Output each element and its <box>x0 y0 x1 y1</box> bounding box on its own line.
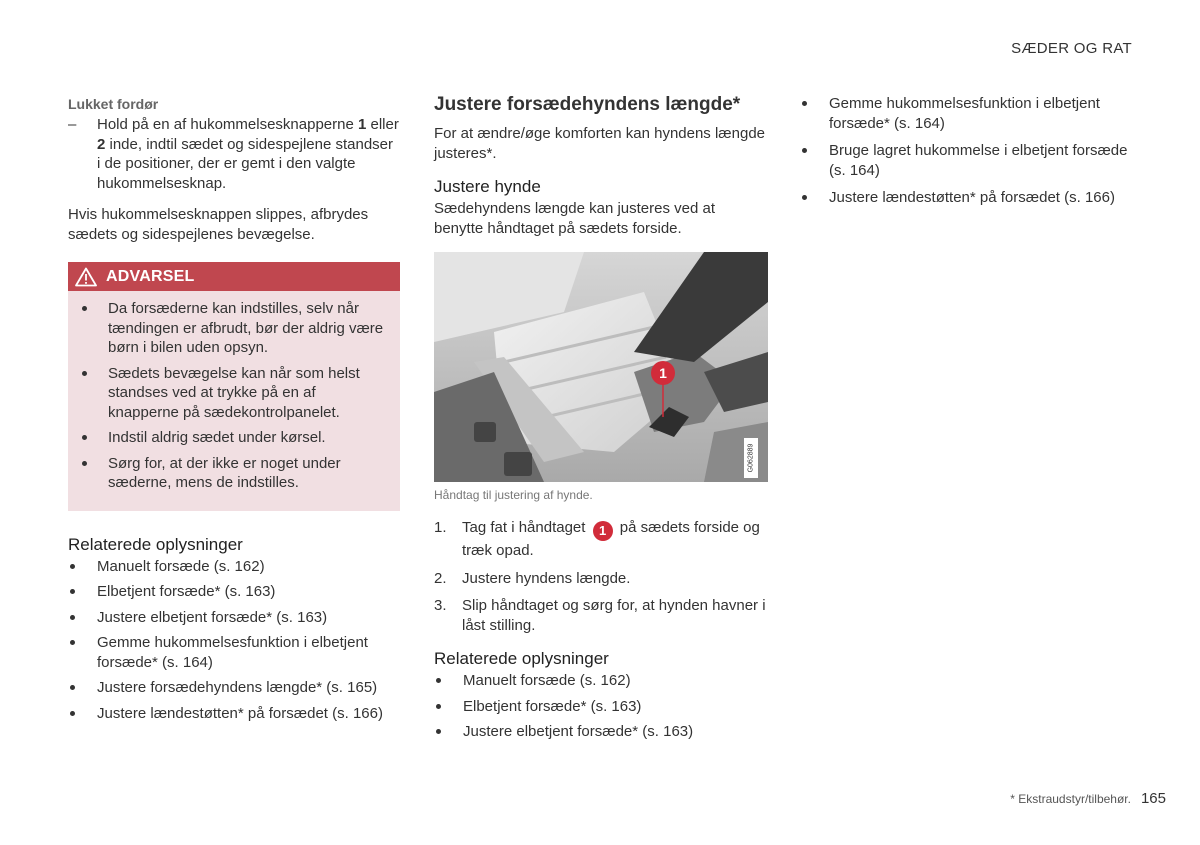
step-item <box>434 518 768 561</box>
related-link[interactable]: Manuelt forsæde (s. 162) <box>68 557 400 577</box>
dash-text-b: eller <box>366 116 399 133</box>
memory-button-2-ref: 2 <box>97 135 106 153</box>
step-item <box>434 596 768 635</box>
subheading-closed-door: Lukket fordør <box>68 96 159 112</box>
column-right <box>800 94 1132 216</box>
related-list-continued <box>800 94 1132 208</box>
related-link[interactable]: Justere forsædehyndens længde* (s. 165) <box>68 678 400 698</box>
warning-item: Indstil aldrig sædet under kørsel. <box>78 428 390 448</box>
section-heading-cushion: Justere hynde <box>434 177 541 196</box>
page-title: Justere forsædehyndens længde* <box>434 94 741 115</box>
figure-code-label <box>744 438 758 478</box>
dash-text-a: Hold på en af hukommelsesknapperne <box>97 116 358 133</box>
figure-caption: Håndtag til justering af hynde. <box>434 488 593 502</box>
paragraph-release: Hvis hukommelsesknappen slippes, afbrydes sædets og sidespejlenes bevægelse. <box>68 206 369 243</box>
figure-callout-1: 1 <box>659 365 667 381</box>
related-link[interactable]: Elbetjent forsæde* (s. 163) <box>434 697 768 717</box>
warning-item: Da forsæderne kan indstilles, selv når tændingen er afbrudt, bør der aldrig være børn i bilen uden opsyn. <box>78 299 390 358</box>
warning-item: Sædets bevægelse kan når som helst standses ved at trykke på en af knapperne på sædekontrolpanelet. <box>78 364 390 423</box>
dash-list-item <box>68 115 400 193</box>
figure-code: G062889 <box>747 443 755 473</box>
related-link[interactable]: Gemme hukommelsesfunktion i elbetjent forsæde* (s. 164) <box>800 94 1132 133</box>
related-link[interactable]: Bruge lagret hukommelse i elbetjent forsæde (s. 164) <box>800 141 1132 180</box>
step-text: Justere hyndens længde. <box>462 569 631 587</box>
step-text: Slip håndtaget og sørg for, at hynden havner i låst stilling. <box>462 597 766 634</box>
footnote: * Ekstraudstyr/tilbehør. <box>1010 792 1131 806</box>
related-link[interactable]: Manuelt forsæde (s. 162) <box>434 671 768 691</box>
dash-text-c: inde, indtil sædet og sidespejlene standser i de positioner, der er gemt i den valgte hukommelsesknap. <box>97 135 394 192</box>
warning-box <box>68 262 400 511</box>
seat-illustration <box>434 252 768 482</box>
warning-triangle-icon <box>72 265 100 289</box>
related-list <box>434 671 768 742</box>
step-text-b: på sædets forside og træk opad. <box>462 519 760 559</box>
step-list <box>434 518 768 635</box>
related-heading: Relaterede oplysninger <box>434 649 609 668</box>
step-number: 1. <box>434 519 447 536</box>
step-number: 2. <box>434 569 447 587</box>
page-number: 165 <box>1140 790 1166 807</box>
column-middle <box>434 94 768 748</box>
section-text: Sædehyndens længde kan justeres ved at benytte håndtaget på sædets forside. <box>434 200 716 237</box>
step-text-a: Tag fat i håndtaget <box>462 519 590 536</box>
related-list <box>68 557 400 724</box>
related-link[interactable]: Justere lændestøtten* på forsædet (s. 166) <box>800 188 1132 208</box>
step-number: 3. <box>434 597 447 614</box>
related-link[interactable]: Gemme hukommelsesfunktion i elbetjent forsæde* (s. 164) <box>68 633 400 672</box>
step-item <box>434 569 768 589</box>
warning-title: ADVARSEL <box>106 267 195 285</box>
warning-list <box>68 291 400 493</box>
warning-item: Sørg for, at der ikke er noget under sæderne, mens de indstilles. <box>78 454 390 493</box>
section-title: SÆDER OG RAT <box>1011 40 1132 57</box>
column-left <box>68 94 400 729</box>
warning-header <box>68 262 400 291</box>
dash-marker: – <box>68 116 77 133</box>
handle-callout-badge: 1 <box>593 521 613 541</box>
related-link[interactable]: Elbetjent forsæde* (s. 163) <box>68 582 400 602</box>
related-heading: Relaterede oplysninger <box>68 534 243 554</box>
related-link[interactable]: Justere lændestøtten* på forsædet (s. 166) <box>68 704 400 724</box>
page-footer <box>1010 790 1166 807</box>
related-link[interactable]: Justere elbetjent forsæde* (s. 163) <box>434 722 768 742</box>
related-link[interactable]: Justere elbetjent forsæde* (s. 163) <box>68 608 400 628</box>
intro-text: For at ændre/øge komforten kan hyndens længde justeres*. <box>434 125 766 162</box>
memory-button-1-ref: 1 <box>358 116 367 133</box>
